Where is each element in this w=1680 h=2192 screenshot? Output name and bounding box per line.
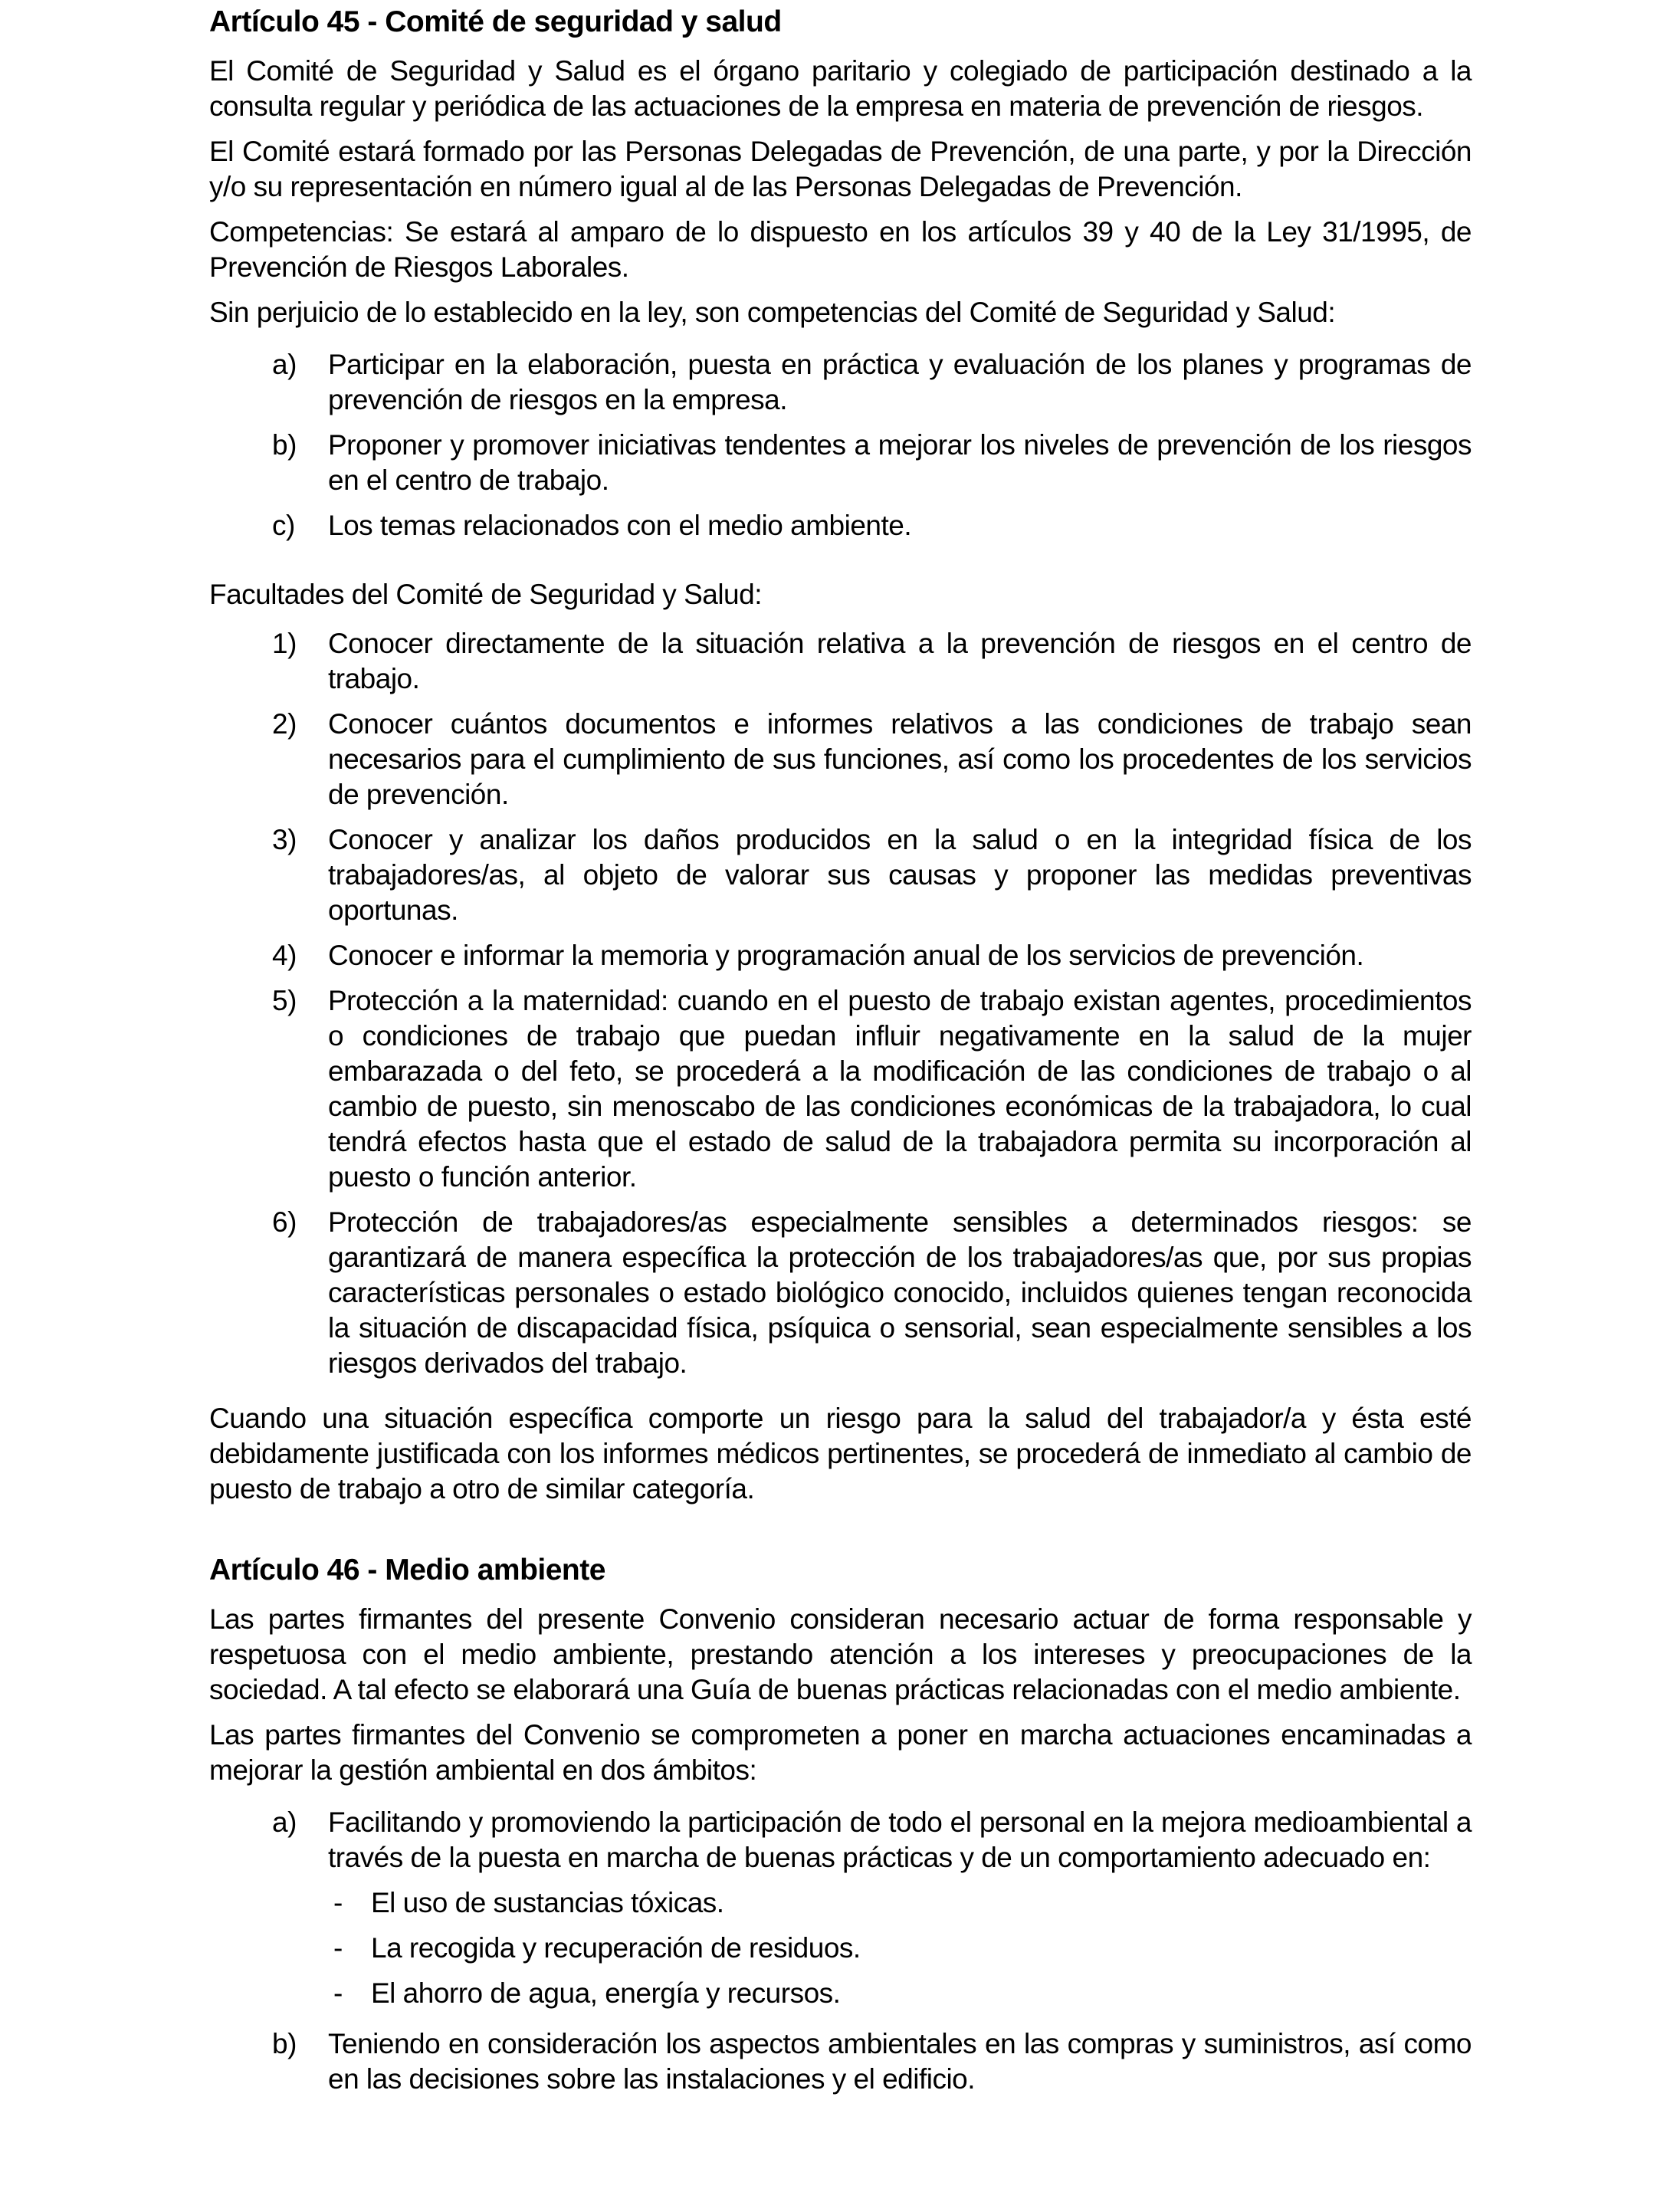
list-item-text: Facilitando y promoviendo la participación de todo el personal en la mejora medioambiental a través de la puesta en marcha de buenas prácticas y de un comportamiento adecuado en: [328,1806,1472,1873]
article-45-heading: Artículo 45 - Comité de seguridad y salud [209,5,782,38]
dash-item-text: El uso de sustancias tóxicas. [371,1887,724,1918]
list-marker-b: b) [272,429,297,461]
dash-marker: - [333,1932,343,1964]
list-item-text: Conocer directamente de la situación relativa a la prevención de riesgos en el centro de trabajo. [328,628,1472,694]
list-marker-2: 2) [272,708,297,740]
paragraph-partes-firmantes: Las partes firmantes del presente Convenio consideran necesario actuar de forma responsable y respetuosa con el medio ambiente, prestando atención a los intereses y preocupaciones de la sociedad. A tal efecto se elaborará una Guía de buenas prácticas relacionadas con el medio ambiente. [209,1603,1472,1705]
list-item-text: Participar en la elaboración, puesta en práctica y evaluación de los planes y programas de prevención de riesgos en la empresa. [328,349,1472,415]
dash-item-ahorro [209,1976,1472,2011]
list-item-text: Protección a la maternidad: cuando en el puesto de trabajo existan agentes, procedimientos o condiciones de trabajo que puedan influir negativamente en la salud de la mujer embarazada o del feto, se procederá a la modificación de las condiciones de trabajo o al cambio de puesto, sin menoscabo de las condiciones económicas de la trabajadora, lo cual tendrá efectos hasta que el estado de salud de la trabajadora permita su incorporación al puesto o función anterior. [328,985,1472,1193]
list-item-46a [209,1805,1472,1875]
list-marker-3: 3) [272,824,297,855]
paragraph-facultades: Facultades del Comité de Seguridad y Salud: [209,579,762,610]
paragraph-comprometen: Las partes firmantes del Convenio se comprometen a poner en marcha actuaciones encaminadas a mejorar la gestión ambiental en dos ámbitos: [209,1719,1472,1786]
list-item-6 [209,1205,1472,1381]
list-item-text: Los temas relacionados con el medio ambiente. [328,510,912,541]
list-item-text: Protección de trabajadores/as especialmente sensibles a determinados riesgos: se garantizará de manera específica la protección de los trabajadores/as que, por sus propias características personales o estado biológico conocido, incluidos quienes tengan reconocida la situación de discapacidad física, psíquica o sensorial, sean especialmente sensibles a los riesgos derivados del trabajo. [328,1206,1472,1379]
list-item-text: Teniendo en consideración los aspectos ambientales en las compras y suministros, así como en las decisiones sobre las instalaciones y el edificio. [328,2028,1472,2095]
list-item-1 [209,626,1472,697]
list-marker-c: c) [272,510,295,541]
dash-item-text: El ahorro de agua, energía y recursos. [371,1977,841,2009]
list-item-a [209,347,1472,418]
paragraph-cuando-situacion: Cuando una situación específica comporte un riesgo para la salud del trabajador/a y ésta esté debidamente justificada con los informes médicos pertinentes, se procederá de inmediato al cambio de puesto de trabajo a otro de similar categoría. [209,1403,1472,1505]
list-marker-46a: a) [272,1806,297,1838]
list-item-text: Conocer e informar la memoria y programación anual de los servicios de prevención. [328,940,1364,971]
dash-marker: - [333,1977,343,2009]
dash-marker: - [333,1887,343,1918]
list-marker-5: 5) [272,985,297,1016]
list-item-b [209,428,1472,498]
list-marker-1: 1) [272,628,297,659]
list-item-46b [209,2026,1472,2097]
dash-item-text: La recogida y recuperación de residuos. [371,1932,861,1964]
list-item-text: Proponer y promover iniciativas tendentes a mejorar los niveles de prevención de los riesgos en el centro de trabajo. [328,429,1472,496]
paragraph-comite-formado: El Comité estará formado por las Personas Delegadas de Prevención, de una parte, y por la Dirección y/o su representación en número igual al de las Personas Delegadas de Prevención. [209,136,1472,202]
list-marker-46b: b) [272,2028,297,2059]
list-item-5 [209,983,1472,1195]
list-item-2 [209,707,1472,812]
dash-item-residuos [209,1931,1472,1966]
list-item-text: Conocer cuántos documentos e informes relativos a las condiciones de trabajo sean necesarios para el cumplimiento de sus funciones, así como los procedentes de los servicios de prevención. [328,708,1472,810]
list-marker-4: 4) [272,940,297,971]
dash-item-sustancias [209,1885,1472,1921]
list-item-text: Conocer y analizar los daños producidos en la salud o en la integridad física de los trabajadores/as, al objeto de valorar sus causas y proponer las medidas preventivas oportunas. [328,824,1472,926]
paragraph-organo-paritario: El Comité de Seguridad y Salud es el órgano paritario y colegiado de participación destinado a la consulta regular y periódica de las actuaciones de la empresa en materia de prevención de riesgos. [209,55,1472,122]
list-marker-6: 6) [272,1206,297,1238]
list-item-c [209,508,1472,543]
paragraph-competencias: Competencias: Se estará al amparo de lo dispuesto en los artículos 39 y 40 de la Ley 31/1995, de Prevención de Riesgos Laborales. [209,216,1472,283]
list-item-3 [209,822,1472,928]
list-marker-a: a) [272,349,297,380]
article-46-heading: Artículo 46 - Medio ambiente [209,1554,605,1587]
paragraph-sin-perjuicio: Sin perjuicio de lo establecido en la ley, son competencias del Comité de Seguridad y Salud: [209,297,1336,328]
list-item-4 [209,938,1472,973]
